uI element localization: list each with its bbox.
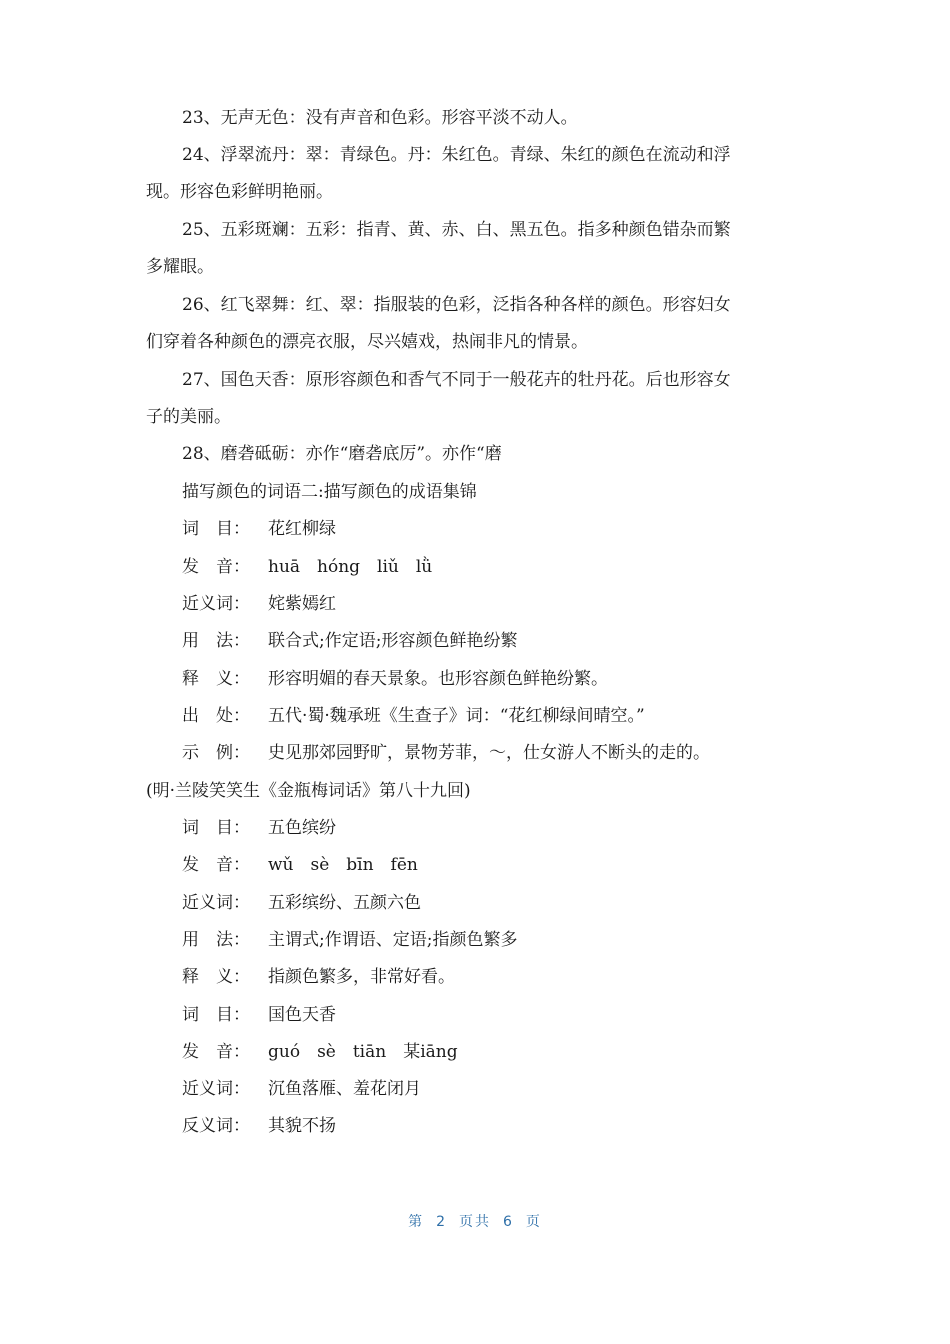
entry-value: 其貌不扬 bbox=[268, 1116, 336, 1136]
entry-row bbox=[182, 629, 842, 653]
text-line: 23、无声无色：没有声音和色彩。形容平淡不动人。 bbox=[182, 108, 578, 128]
entry-row bbox=[182, 891, 842, 915]
entry-label: 词 目： bbox=[182, 519, 250, 539]
entry-row bbox=[182, 555, 842, 579]
entry-value: 形容明媚的春天景象。也形容颜色鲜艳纷繁。 bbox=[268, 669, 608, 689]
entry-label: 示 例： bbox=[182, 743, 250, 763]
entry-label: 发 音： bbox=[182, 557, 250, 577]
entry-row bbox=[182, 592, 842, 616]
text-line: 子的美丽。 bbox=[146, 407, 231, 427]
entry-label: 用 法： bbox=[182, 930, 250, 950]
text-line: 28、磨砻砥砺：亦作“磨砻底厉”。亦作“磨 bbox=[182, 444, 502, 464]
entry-row bbox=[182, 667, 842, 691]
entry-label: 词 目： bbox=[182, 1005, 250, 1025]
entry-label: 出 处： bbox=[182, 706, 250, 726]
text-line: 多耀眼。 bbox=[146, 257, 214, 277]
page-footer bbox=[0, 1211, 950, 1231]
entry-value: wǔ sè bīn fēn bbox=[268, 855, 418, 875]
entry-row bbox=[182, 928, 842, 952]
entry-row bbox=[182, 704, 842, 728]
entry-row bbox=[182, 1114, 842, 1138]
entry-label: 发 音： bbox=[182, 1042, 250, 1062]
footer-middle: 页共 bbox=[459, 1214, 491, 1230]
entry-row bbox=[182, 517, 842, 541]
text-line: 们穿着各种颜色的漂亮衣服，尽兴嬉戏，热闹非凡的情景。 bbox=[146, 332, 588, 352]
entry-value: 主谓式;作谓语、定语;指颜色繁多 bbox=[268, 930, 518, 950]
entry-row bbox=[182, 741, 842, 765]
total-pages: 6 bbox=[503, 1214, 514, 1230]
entry-value: guó sè tiān 某iāng bbox=[268, 1042, 458, 1062]
entry-value: huā hóng liǔ lǜ bbox=[268, 557, 433, 577]
text-line: 26、红飞翠舞：红、翠：指服装的色彩，泛指各种各样的颜色。形容妇女 bbox=[182, 295, 731, 315]
page-number: 2 bbox=[436, 1214, 447, 1230]
entry-label: 词 目： bbox=[182, 818, 250, 838]
section-title: 描写颜色的词语二:描写颜色的成语集锦 bbox=[182, 482, 477, 502]
entry-row bbox=[182, 816, 842, 840]
entry-label: 近义词： bbox=[182, 893, 250, 913]
entry-label: 近义词： bbox=[182, 1079, 250, 1099]
entry-value: 花红柳绿 bbox=[268, 519, 336, 539]
entry-value: 国色天香 bbox=[268, 1005, 336, 1025]
footer-suffix: 页 bbox=[525, 1214, 542, 1230]
entry-value: 姹紫嫣红 bbox=[268, 594, 336, 614]
example-source: (明·兰陵笑笑生《金瓶梅词话》第八十九回) bbox=[146, 781, 471, 801]
entry-value: 指颜色繁多，非常好看。 bbox=[268, 967, 455, 987]
entry-label: 发 音： bbox=[182, 855, 250, 875]
text-line: 27、国色天香：原形容颜色和香气不同于一般花卉的牡丹花。后也形容女 bbox=[182, 370, 731, 390]
entry-label: 用 法： bbox=[182, 631, 250, 651]
entry-value: 五彩缤纷、五颜六色 bbox=[268, 893, 421, 913]
text-line: 现。形容色彩鲜明艳丽。 bbox=[146, 182, 333, 202]
entry-row bbox=[182, 853, 842, 877]
entry-row bbox=[182, 965, 842, 989]
text-line: 25、五彩斑斓：五彩：指青、黄、赤、白、黑五色。指多种颜色错杂而繁 bbox=[182, 220, 731, 240]
entry-label: 反义词： bbox=[182, 1116, 250, 1136]
footer-prefix: 第 bbox=[408, 1214, 425, 1230]
entry-value: 联合式;作定语;形容颜色鲜艳纷繁 bbox=[268, 631, 518, 651]
entry-value: 沉鱼落雁、羞花闭月 bbox=[268, 1079, 421, 1099]
entry-value: 五代·蜀·魏承班《生查子》词：“花红柳绿间晴空。” bbox=[268, 706, 645, 726]
entry-row bbox=[182, 1077, 842, 1101]
entry-value: 史见那郊园野旷，景物芳菲，～，仕女游人不断头的走的。 bbox=[268, 743, 710, 763]
entry-value: 五色缤纷 bbox=[268, 818, 336, 838]
entry-label: 释 义： bbox=[182, 669, 250, 689]
entry-label: 释 义： bbox=[182, 967, 250, 987]
entry-label: 近义词： bbox=[182, 594, 250, 614]
entry-row bbox=[182, 1003, 842, 1027]
text-line: 24、浮翠流丹：翠：青绿色。丹：朱红色。青绿、朱红的颜色在流动和浮 bbox=[182, 145, 731, 165]
entry-row bbox=[182, 1040, 842, 1064]
